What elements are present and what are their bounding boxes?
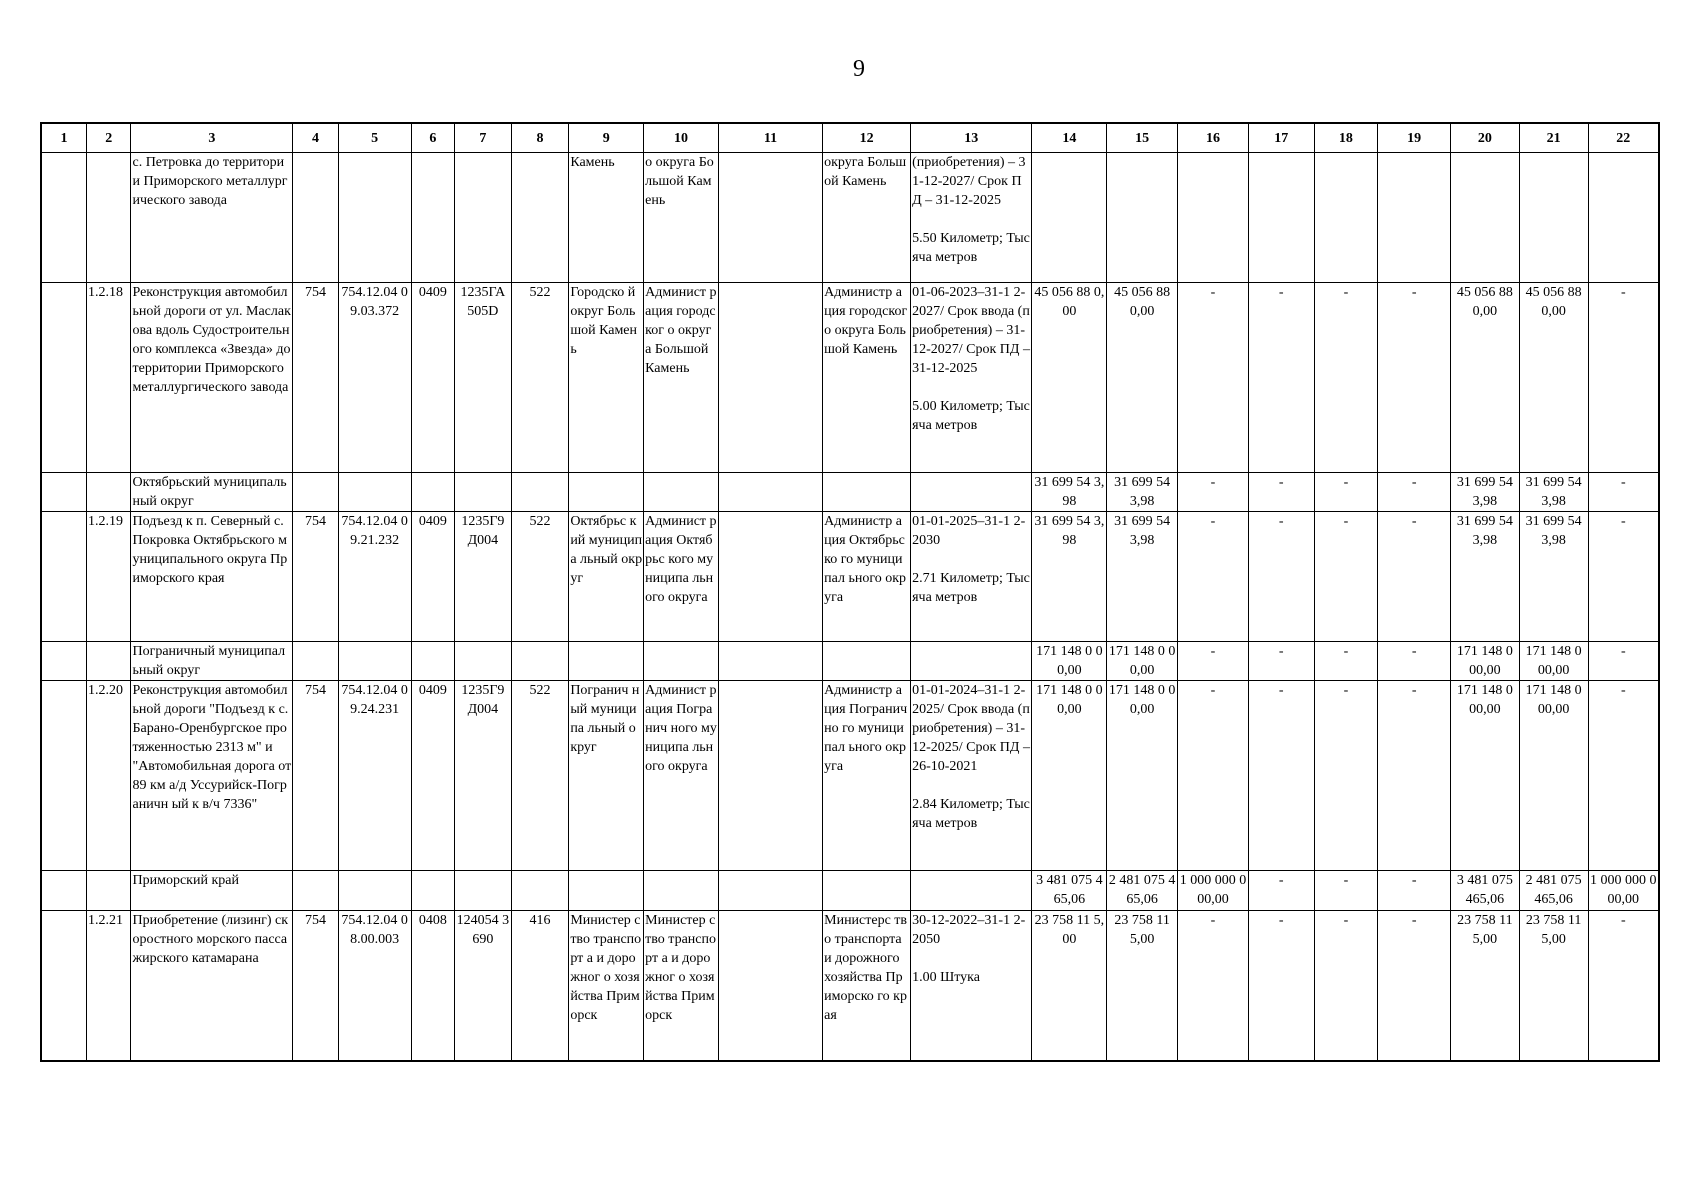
table-cell-col-18: - bbox=[1314, 681, 1378, 871]
table-cell-col-8 bbox=[511, 642, 569, 681]
table-cell-col-20: 3 481 075 465,06 bbox=[1451, 871, 1520, 911]
table-cell-col-16: - bbox=[1178, 642, 1249, 681]
column-header-18: 18 bbox=[1314, 123, 1378, 153]
table-cell-col-9: Министер ство транспорт а и дорожног о хозяйства Приморск bbox=[569, 911, 644, 1061]
table-cell-col-9 bbox=[569, 871, 644, 911]
column-header-5: 5 bbox=[338, 123, 411, 153]
table-cell-col-1 bbox=[41, 642, 87, 681]
table-cell-col-4 bbox=[293, 473, 339, 512]
table-cell-col-14: 45 056 88 0,00 bbox=[1032, 283, 1107, 473]
table-cell-col-20: 23 758 11 5,00 bbox=[1451, 911, 1520, 1061]
table-cell-col-5 bbox=[338, 473, 411, 512]
table-cell-col-8: 522 bbox=[511, 512, 569, 642]
table-cell-col-19 bbox=[1378, 153, 1451, 283]
table-cell-col-14: 23 758 11 5,00 bbox=[1032, 911, 1107, 1061]
table-cell-col-11 bbox=[718, 283, 822, 473]
table-cell-col-5 bbox=[338, 642, 411, 681]
table-cell-col-6: 0409 bbox=[411, 681, 454, 871]
column-header-20: 20 bbox=[1451, 123, 1520, 153]
table-cell-col-5 bbox=[338, 871, 411, 911]
table-cell-col-19: - bbox=[1378, 283, 1451, 473]
column-header-14: 14 bbox=[1032, 123, 1107, 153]
table-cell-col-16: - bbox=[1178, 283, 1249, 473]
table-cell-col-11 bbox=[718, 512, 822, 642]
table-cell-col-2 bbox=[87, 642, 131, 681]
table-cell-col-8 bbox=[511, 871, 569, 911]
table-cell-col-20: 171 148 0 00,00 bbox=[1451, 681, 1520, 871]
table-cell-col-10: Админист рация Октябрьс кого муниципа льного округа bbox=[644, 512, 719, 642]
table-cell-col-6: 0409 bbox=[411, 512, 454, 642]
table-cell-col-8: 522 bbox=[511, 283, 569, 473]
table-cell-col-4 bbox=[293, 871, 339, 911]
table-cell-col-1 bbox=[41, 283, 87, 473]
column-header-8: 8 bbox=[511, 123, 569, 153]
table-cell-col-11 bbox=[718, 681, 822, 871]
table-cell-col-10: Админист рация городског о округа Большой Камень bbox=[644, 283, 719, 473]
table-cell-col-10 bbox=[644, 871, 719, 911]
table-cell-col-17: - bbox=[1248, 642, 1314, 681]
table-cell-col-5: 754.12.04 09.03.372 bbox=[338, 283, 411, 473]
table-cell-col-16: 1 000 000 000,00 bbox=[1178, 871, 1249, 911]
table-cell-col-15: 171 148 0 00,00 bbox=[1107, 681, 1178, 871]
table-cell-col-19: - bbox=[1378, 642, 1451, 681]
table-cell-col-12 bbox=[823, 871, 911, 911]
table-cell-col-7 bbox=[455, 642, 512, 681]
table-cell-col-6: 0409 bbox=[411, 283, 454, 473]
table-cell-col-19: - bbox=[1378, 512, 1451, 642]
table-cell-col-20: 31 699 54 3,98 bbox=[1451, 512, 1520, 642]
table-cell-col-16 bbox=[1178, 153, 1249, 283]
table-cell-col-22: - bbox=[1588, 681, 1659, 871]
table-cell-col-12: Администр ация Погранично го муниципал ьного округа bbox=[823, 681, 911, 871]
table-cell-col-19: - bbox=[1378, 681, 1451, 871]
table-row bbox=[41, 283, 1659, 473]
table-cell-col-19: - bbox=[1378, 871, 1451, 911]
table-cell-col-3: Пограничный муниципальный округ bbox=[131, 642, 293, 681]
table-row bbox=[41, 911, 1659, 1061]
table-cell-col-2 bbox=[87, 153, 131, 283]
table-cell-col-7 bbox=[455, 153, 512, 283]
table-row bbox=[41, 681, 1659, 871]
table-cell-col-3: Реконструкция автомобильной дороги "Подъезд к с. Барано-Оренбургское протяженностью 2313 м" и "Автомобильная дорога от 89 км а/д Уссурийск-Пограничн ый к в/ч 7336" bbox=[131, 681, 293, 871]
table-cell-col-15: 171 148 0 00,00 bbox=[1107, 642, 1178, 681]
table-cell-col-2: 1.2.18 bbox=[87, 283, 131, 473]
table-cell-col-10: о округа Большой Камень bbox=[644, 153, 719, 283]
table-cell-col-18: - bbox=[1314, 283, 1378, 473]
table-cell-col-12: Администр ация Октябрьско го муниципал ьного округа bbox=[823, 512, 911, 642]
table-cell-col-9: Камень bbox=[569, 153, 644, 283]
table-cell-col-2: 1.2.21 bbox=[87, 911, 131, 1061]
table-cell-col-10 bbox=[644, 473, 719, 512]
table-cell-col-21: 45 056 88 0,00 bbox=[1519, 283, 1588, 473]
table-cell-col-11 bbox=[718, 911, 822, 1061]
table-cell-col-12 bbox=[823, 473, 911, 512]
table-cell-col-5: 754.12.04 09.21.232 bbox=[338, 512, 411, 642]
column-header-16: 16 bbox=[1178, 123, 1249, 153]
table-cell-col-6 bbox=[411, 871, 454, 911]
table-cell-col-21: 31 699 54 3,98 bbox=[1519, 473, 1588, 512]
table-row bbox=[41, 473, 1659, 512]
table-cell-col-7 bbox=[455, 473, 512, 512]
table-cell-col-2 bbox=[87, 871, 131, 911]
table-cell-col-8: 416 bbox=[511, 911, 569, 1061]
table-cell-col-19: - bbox=[1378, 911, 1451, 1061]
table-cell-col-14: 31 699 54 3,98 bbox=[1032, 512, 1107, 642]
table-cell-col-7: 1235ГА 505D bbox=[455, 283, 512, 473]
table-cell-col-1 bbox=[41, 911, 87, 1061]
table-cell-col-8 bbox=[511, 473, 569, 512]
table-cell-col-13 bbox=[911, 871, 1032, 911]
table-cell-col-6 bbox=[411, 153, 454, 283]
table-cell-col-4: 754 bbox=[293, 911, 339, 1061]
table-cell-col-11 bbox=[718, 642, 822, 681]
table-cell-col-4 bbox=[293, 642, 339, 681]
column-header-3: 3 bbox=[131, 123, 293, 153]
column-header-10: 10 bbox=[644, 123, 719, 153]
table-cell-col-18: - bbox=[1314, 642, 1378, 681]
table-cell-col-15: 23 758 11 5,00 bbox=[1107, 911, 1178, 1061]
table-cell-col-17: - bbox=[1248, 283, 1314, 473]
table-cell-col-9 bbox=[569, 642, 644, 681]
table-cell-col-12: округа Большой Камень bbox=[823, 153, 911, 283]
table-cell-col-18 bbox=[1314, 153, 1378, 283]
table-cell-col-13: 01-06-2023–31-1 2-2027/ Срок ввода (приобретения) – 31-12-2027/ Срок ПД – 31-12-2025 5.00 Километр; Тысяча метров bbox=[911, 283, 1032, 473]
table-cell-col-15 bbox=[1107, 153, 1178, 283]
table-cell-col-14: 3 481 075 465,06 bbox=[1032, 871, 1107, 911]
data-table bbox=[40, 122, 1660, 1062]
page-number: 9 bbox=[853, 56, 865, 82]
table-cell-col-21: 31 699 54 3,98 bbox=[1519, 512, 1588, 642]
table-cell-col-5: 754.12.04 09.24.231 bbox=[338, 681, 411, 871]
column-header-1: 1 bbox=[41, 123, 87, 153]
table-cell-col-13: 30-12-2022–31-1 2-2050 1.00 Штука bbox=[911, 911, 1032, 1061]
table-cell-col-6 bbox=[411, 473, 454, 512]
table-cell-col-19: - bbox=[1378, 473, 1451, 512]
column-header-6: 6 bbox=[411, 123, 454, 153]
table-row bbox=[41, 512, 1659, 642]
table-cell-col-20 bbox=[1451, 153, 1520, 283]
table-cell-col-13 bbox=[911, 642, 1032, 681]
column-header-12: 12 bbox=[823, 123, 911, 153]
table-cell-col-14: 171 148 0 00,00 bbox=[1032, 642, 1107, 681]
column-header-9: 9 bbox=[569, 123, 644, 153]
table-cell-col-22: - bbox=[1588, 512, 1659, 642]
table-cell-col-3: Приморский край bbox=[131, 871, 293, 911]
table-cell-col-16: - bbox=[1178, 473, 1249, 512]
table-cell-col-3: Подъезд к п. Северный с. Покровка Октябрьского муниципального округа Приморского края bbox=[131, 512, 293, 642]
table-cell-col-8 bbox=[511, 153, 569, 283]
table-cell-col-15: 31 699 54 3,98 bbox=[1107, 473, 1178, 512]
table-cell-col-18: - bbox=[1314, 512, 1378, 642]
table-cell-col-12: Администр ация городского округа Большой Камень bbox=[823, 283, 911, 473]
table-cell-col-16: - bbox=[1178, 681, 1249, 871]
table-cell-col-4: 754 bbox=[293, 681, 339, 871]
column-header-17: 17 bbox=[1248, 123, 1314, 153]
table-cell-col-17 bbox=[1248, 153, 1314, 283]
table-cell-col-12: Министерс тво транспорта и дорожного хозяйства Приморско го края bbox=[823, 911, 911, 1061]
table-cell-col-17: - bbox=[1248, 681, 1314, 871]
header-row bbox=[41, 123, 1659, 153]
table-cell-col-15: 31 699 54 3,98 bbox=[1107, 512, 1178, 642]
column-header-22: 22 bbox=[1588, 123, 1659, 153]
table-cell-col-3: Октябрьский муниципальный округ bbox=[131, 473, 293, 512]
table-cell-col-20: 171 148 0 00,00 bbox=[1451, 642, 1520, 681]
table-cell-col-17: - bbox=[1248, 512, 1314, 642]
table-cell-col-14: 171 148 0 00,00 bbox=[1032, 681, 1107, 871]
table-cell-col-6 bbox=[411, 642, 454, 681]
table-cell-col-21: 171 148 0 00,00 bbox=[1519, 681, 1588, 871]
table-cell-col-10: Админист рация Погранич ного муниципа льного округа bbox=[644, 681, 719, 871]
table-cell-col-3: Приобретение (лизинг) скоростного морского пассажирского катамарана bbox=[131, 911, 293, 1061]
table-cell-col-22: - bbox=[1588, 911, 1659, 1061]
table-cell-col-15: 45 056 88 0,00 bbox=[1107, 283, 1178, 473]
table-cell-col-10 bbox=[644, 642, 719, 681]
table-cell-col-21: 2 481 075 465,06 bbox=[1519, 871, 1588, 911]
table-cell-col-22 bbox=[1588, 153, 1659, 283]
table-row bbox=[41, 153, 1659, 283]
table-cell-col-15: 2 481 075 465,06 bbox=[1107, 871, 1178, 911]
table-cell-col-22: - bbox=[1588, 642, 1659, 681]
table-cell-col-7 bbox=[455, 871, 512, 911]
table-cell-col-9: Погранич ный муниципа льный округ bbox=[569, 681, 644, 871]
table-cell-col-20: 31 699 54 3,98 bbox=[1451, 473, 1520, 512]
table-cell-col-16: - bbox=[1178, 911, 1249, 1061]
table-cell-col-9: Октябрьс кий муниципа льный округ bbox=[569, 512, 644, 642]
table-cell-col-17: - bbox=[1248, 871, 1314, 911]
table-cell-col-2 bbox=[87, 473, 131, 512]
table-cell-col-1 bbox=[41, 473, 87, 512]
table-cell-col-13: 01-01-2024–31-1 2-2025/ Срок ввода (приобретения) – 31-12-2025/ Срок ПД – 26-10-2021 2.84 Километр; Тысяча метров bbox=[911, 681, 1032, 871]
table-cell-col-14: 31 699 54 3,98 bbox=[1032, 473, 1107, 512]
table-cell-col-14 bbox=[1032, 153, 1107, 283]
table-cell-col-4: 754 bbox=[293, 512, 339, 642]
table-cell-col-3: с. Петровка до территории Приморского металлургического завода bbox=[131, 153, 293, 283]
table-cell-col-11 bbox=[718, 473, 822, 512]
table-cell-col-7: 1235Г9 Д004 bbox=[455, 512, 512, 642]
table-cell-col-13 bbox=[911, 473, 1032, 512]
table-cell-col-2: 1.2.20 bbox=[87, 681, 131, 871]
table-cell-col-18: - bbox=[1314, 871, 1378, 911]
table-cell-col-3: Реконструкция автомобильной дороги от ул. Маслакова вдоль Судостроительного комплекса «Звезда» до территории Приморского металлургического завода bbox=[131, 283, 293, 473]
column-header-21: 21 bbox=[1519, 123, 1588, 153]
table-cell-col-18: - bbox=[1314, 473, 1378, 512]
table-cell-col-21: 171 148 0 00,00 bbox=[1519, 642, 1588, 681]
table-cell-col-7: 1235Г9 Д004 bbox=[455, 681, 512, 871]
table-cell-col-21: 23 758 11 5,00 bbox=[1519, 911, 1588, 1061]
table-cell-col-10: Министер ство транспорт а и дорожног о хозяйства Приморск bbox=[644, 911, 719, 1061]
table-cell-col-22: 1 000 000 000,00 bbox=[1588, 871, 1659, 911]
table-cell-col-22: - bbox=[1588, 283, 1659, 473]
table-cell-col-1 bbox=[41, 512, 87, 642]
table-cell-col-18: - bbox=[1314, 911, 1378, 1061]
table-cell-col-11 bbox=[718, 153, 822, 283]
column-header-13: 13 bbox=[911, 123, 1032, 153]
column-header-15: 15 bbox=[1107, 123, 1178, 153]
table-cell-col-6: 0408 bbox=[411, 911, 454, 1061]
column-header-2: 2 bbox=[87, 123, 131, 153]
column-header-7: 7 bbox=[455, 123, 512, 153]
table-cell-col-20: 45 056 88 0,00 bbox=[1451, 283, 1520, 473]
table-cell-col-9 bbox=[569, 473, 644, 512]
table-cell-col-13: (приобретения) – 31-12-2027/ Срок ПД – 31-12-2025 5.50 Километр; Тысяча метров bbox=[911, 153, 1032, 283]
table-cell-col-9: Городско й округ Большой Камень bbox=[569, 283, 644, 473]
table-cell-col-17: - bbox=[1248, 911, 1314, 1061]
table-cell-col-5 bbox=[338, 153, 411, 283]
table-cell-col-2: 1.2.19 bbox=[87, 512, 131, 642]
table-row bbox=[41, 871, 1659, 911]
table-cell-col-7: 124054 3690 bbox=[455, 911, 512, 1061]
table-cell-col-21 bbox=[1519, 153, 1588, 283]
table-cell-col-16: - bbox=[1178, 512, 1249, 642]
table-cell-col-4 bbox=[293, 153, 339, 283]
column-header-19: 19 bbox=[1378, 123, 1451, 153]
column-header-4: 4 bbox=[293, 123, 339, 153]
table-cell-col-17: - bbox=[1248, 473, 1314, 512]
table-cell-col-12 bbox=[823, 642, 911, 681]
table-cell-col-1 bbox=[41, 871, 87, 911]
table-row bbox=[41, 642, 1659, 681]
table-cell-col-5: 754.12.04 08.00.003 bbox=[338, 911, 411, 1061]
table-cell-col-11 bbox=[718, 871, 822, 911]
table-cell-col-13: 01-01-2025–31-1 2-2030 2.71 Километр; Тысяча метров bbox=[911, 512, 1032, 642]
column-header-11: 11 bbox=[718, 123, 822, 153]
table-cell-col-1 bbox=[41, 153, 87, 283]
table-cell-col-22: - bbox=[1588, 473, 1659, 512]
table-cell-col-8: 522 bbox=[511, 681, 569, 871]
table-cell-col-4: 754 bbox=[293, 283, 339, 473]
table-cell-col-1 bbox=[41, 681, 87, 871]
